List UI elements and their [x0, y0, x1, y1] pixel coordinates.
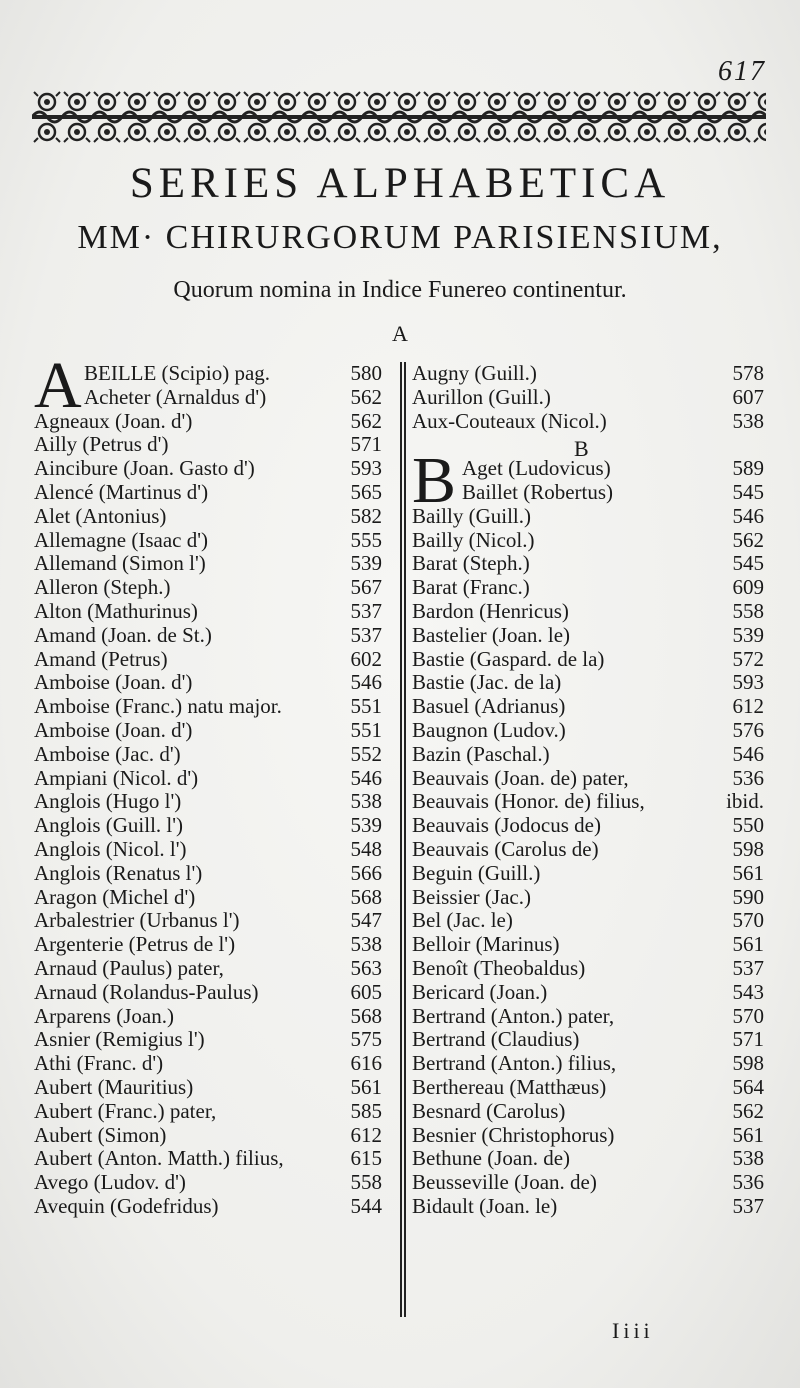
entry-name: Benoît (Theobaldus): [412, 955, 586, 980]
entry-page: 536: [732, 765, 764, 790]
list-item: [34, 1028, 382, 1052]
list-item: [34, 529, 382, 553]
entry-page: 561: [350, 1074, 382, 1099]
list-item: [34, 648, 382, 672]
entry-name: Asnier (Remigius l'): [34, 1027, 205, 1052]
list-item: [412, 386, 764, 410]
list-item: [34, 933, 382, 957]
entry-page: 571: [350, 432, 382, 457]
list-item: [34, 552, 382, 576]
entry-name: Allemagne (Isaac d'): [34, 527, 209, 552]
entry-name: Aurillon (Guill.): [412, 384, 551, 409]
entry-page: 562: [350, 408, 382, 433]
entry-page: 593: [350, 456, 382, 481]
list-item: [34, 481, 382, 505]
entry-name: Aubert (Mauritius): [34, 1074, 194, 1099]
entry-name: Arparens (Joan.): [34, 1003, 174, 1028]
list-item: [412, 1171, 764, 1195]
entry-page: 571: [732, 1027, 764, 1052]
entry-page: 558: [732, 598, 764, 623]
column-divider: [400, 362, 406, 1317]
list-item: [412, 529, 764, 553]
list-item: [34, 838, 382, 862]
entry-page: 558: [350, 1170, 382, 1195]
entry-page: 562: [350, 384, 382, 409]
entry-page: 561: [732, 860, 764, 885]
entry-name: Bailly (Nicol.): [412, 527, 535, 552]
entry-page: 546: [350, 670, 382, 695]
list-item: [412, 1147, 764, 1171]
entry-page: 566: [350, 860, 382, 885]
entry-page: 561: [732, 1122, 764, 1147]
list-item: [34, 719, 382, 743]
list-item: [34, 1076, 382, 1100]
entry-name: Aragon (Michel d'): [34, 884, 196, 909]
entry-name: Basuel (Adrianus): [412, 694, 566, 719]
entry-name: Arnaud (Paulus) pater,: [34, 955, 224, 980]
list-item: [34, 957, 382, 981]
entry-name: Ailly (Petrus d'): [34, 432, 169, 457]
entry-name: Bel (Jac. le): [412, 908, 513, 933]
entry-page: 555: [350, 527, 382, 552]
list-item: [412, 909, 764, 933]
list-item: [34, 981, 382, 1005]
entry-page: 568: [350, 1003, 382, 1028]
entry-name: Anglois (Renatus l'): [34, 860, 203, 885]
entry-name: Anglois (Hugo l'): [34, 789, 182, 814]
list-item: [412, 886, 764, 910]
entry-page: 568: [350, 884, 382, 909]
entry-page: 585: [350, 1098, 382, 1123]
entry-name: Bertrand (Anton.) filius,: [412, 1051, 617, 1076]
entry-name: Barat (Steph.): [412, 551, 530, 576]
entry-page: 550: [732, 813, 764, 838]
entry-name: Amboise (Franc.) natu major.: [34, 694, 282, 719]
list-item: [412, 719, 764, 743]
entry-name: Beissier (Jac.): [412, 884, 531, 909]
entry-name: Allemand (Simon l'): [34, 551, 206, 576]
list-item: [34, 767, 382, 791]
list-item: [412, 1124, 764, 1148]
entry-page: 598: [732, 1051, 764, 1076]
entry-name: Argenterie (Petrus de l'): [34, 932, 236, 957]
entry-page: 537: [350, 622, 382, 647]
entry-page: 593: [732, 670, 764, 695]
entry-page: 546: [350, 765, 382, 790]
list-item: [412, 648, 764, 672]
entry-name: Amboise (Joan. d'): [34, 717, 193, 742]
entry-name: Amboise (Joan. d'): [34, 670, 193, 695]
list-item: [34, 433, 382, 457]
list-item: [34, 1171, 382, 1195]
list-item: [34, 505, 382, 529]
entry-name: Belloir (Marinus): [412, 932, 560, 957]
entry-name: Acheter (Arnaldus d'): [84, 384, 267, 409]
entry-page: 536: [732, 1170, 764, 1195]
entry-page: 578: [732, 361, 764, 385]
entry-name: Beauvais (Joan. de) pater,: [412, 765, 629, 790]
entry-name: BEILLE (Scipio) pag.: [84, 361, 271, 385]
entry-name: Baugnon (Ludov.): [412, 717, 566, 742]
entry-name: Augny (Guill.): [412, 361, 537, 385]
entry-name: Beauvais (Jodocus de): [412, 813, 601, 838]
entry-page: 598: [732, 836, 764, 861]
list-item: [34, 862, 382, 886]
list-item: [412, 933, 764, 957]
list-item: [412, 552, 764, 576]
page-title: SERIES ALPHABETICA: [129, 160, 671, 207]
list-item: [412, 695, 764, 719]
entry-name: Avego (Ludov. d'): [34, 1170, 186, 1195]
entry-name: Bericard (Joan.): [412, 979, 548, 1004]
signature-mark: Iiii: [612, 1318, 654, 1343]
entry-page: 565: [350, 479, 382, 504]
list-item: [412, 814, 764, 838]
entry-page: 570: [732, 1003, 764, 1028]
drop-cap-letter: A: [34, 349, 82, 422]
entry-name: Bertrand (Claudius): [412, 1027, 580, 1052]
entry-page: 582: [350, 503, 382, 528]
entry-name: Bastie (Jac. de la): [412, 670, 562, 695]
list-item: [412, 862, 764, 886]
entry-page: 609: [732, 575, 764, 600]
entry-page: 546: [732, 503, 764, 528]
entry-name: Beauvais (Honor. de) filius,: [412, 789, 645, 814]
list-item: [34, 410, 382, 434]
entry-page: 537: [732, 955, 764, 980]
list-item: [412, 671, 764, 695]
entry-name: Bertrand (Anton.) pater,: [412, 1003, 615, 1028]
entry-name: Berthereau (Matthæus): [412, 1074, 607, 1099]
list-item: [34, 1100, 382, 1124]
entry-page: 546: [732, 741, 764, 766]
list-item: [412, 1195, 764, 1219]
entry-name: Amboise (Jac. d'): [34, 741, 181, 766]
decorative-header-ornament: [32, 88, 766, 146]
list-item: [34, 1052, 382, 1076]
list-item: [412, 600, 764, 624]
entry-page: 616: [350, 1051, 382, 1076]
entry-page: 537: [732, 1193, 764, 1218]
entry-page: 615: [350, 1146, 382, 1171]
entry-name: Athi (Franc. d'): [34, 1051, 164, 1076]
entry-name: Bardon (Henricus): [412, 598, 569, 623]
entry-name: Aget (Ludovicus): [462, 456, 611, 481]
entry-page: 563: [350, 955, 382, 980]
list-item: [412, 362, 764, 386]
list-item: [412, 838, 764, 862]
left-column: [34, 349, 382, 1219]
entry-name: Alet (Antonius): [34, 503, 167, 528]
entry-page: 551: [350, 717, 382, 742]
list-item: [34, 624, 382, 648]
list-item: [412, 957, 764, 981]
list-item: [412, 790, 764, 814]
entry-page: 544: [350, 1193, 382, 1218]
entry-page: 607: [732, 384, 764, 409]
entry-page: ibid.: [726, 789, 764, 814]
entry-name: Agneaux (Joan. d'): [34, 408, 193, 433]
list-item: [34, 600, 382, 624]
drop-cap-letter: B: [412, 444, 457, 518]
entry-name: Bailly (Guill.): [412, 503, 531, 528]
entry-page: 612: [350, 1122, 382, 1147]
entry-name: Bastelier (Joan. le): [412, 622, 571, 647]
list-item: [412, 481, 764, 505]
entry-name: Arbalestrier (Urbanus l'): [34, 908, 240, 933]
entry-name: Amand (Joan. de St.): [34, 622, 212, 647]
entry-name: Aincibure (Joan. Gasto d'): [34, 456, 255, 481]
entry-name: Amand (Petrus): [34, 646, 168, 671]
entry-page: 543: [732, 979, 764, 1004]
entry-name: Ampiani (Nicol. d'): [34, 765, 199, 790]
entry-page: 545: [732, 479, 764, 504]
entry-page: 538: [732, 408, 764, 433]
entry-page: 551: [350, 694, 382, 719]
list-item: [412, 1005, 764, 1029]
entry-page: 570: [732, 908, 764, 933]
entry-name: Beguin (Guill.): [412, 860, 541, 885]
section-heading-a: A: [392, 321, 408, 346]
entry-page: 567: [350, 575, 382, 600]
entry-page: 552: [350, 741, 382, 766]
entry-page: 562: [732, 1098, 764, 1123]
entry-page: 539: [350, 813, 382, 838]
entry-page: 562: [732, 527, 764, 552]
list-item: [34, 576, 382, 600]
entry-page: 576: [732, 717, 764, 742]
list-item: [412, 1076, 764, 1100]
list-item: [412, 1100, 764, 1124]
entry-name: Bethune (Joan. de): [412, 1146, 571, 1171]
list-item: [34, 790, 382, 814]
right-column: [412, 362, 764, 1219]
list-item: [412, 624, 764, 648]
list-item: [34, 386, 382, 410]
entry-name: Besnard (Carolus): [412, 1098, 566, 1123]
entry-page: 572: [732, 646, 764, 671]
list-item: [34, 886, 382, 910]
entry-name: Aubert (Anton. Matth.) filius,: [34, 1146, 284, 1171]
entry-name: Aubert (Simon): [34, 1122, 167, 1147]
list-item: [34, 1195, 382, 1219]
entry-name: Bazin (Paschal.): [412, 741, 550, 766]
entry-page: 561: [732, 932, 764, 957]
list-item: [412, 505, 764, 529]
entry-name: Baillet (Robertus): [462, 479, 614, 504]
entry-name: Beusseville (Joan. de): [412, 1170, 597, 1195]
entry-name: Bastie (Gaspard. de la): [412, 646, 605, 671]
entry-page: 538: [732, 1146, 764, 1171]
list-item: [412, 981, 764, 1005]
list-item: [34, 909, 382, 933]
entry-page: 548: [350, 836, 382, 861]
entry-page: 612: [732, 694, 764, 719]
entry-name: Avequin (Godefridus): [34, 1193, 219, 1218]
entry-page: 547: [350, 908, 382, 933]
page-subtitle: MM· CHIRURGORUM PARISIENSIUM,: [77, 219, 723, 256]
page-number: 617: [718, 56, 766, 87]
entry-name: Arnaud (Rolandus-Paulus): [34, 979, 259, 1004]
entry-page: 564: [732, 1074, 764, 1099]
entry-name: Alleron (Steph.): [34, 575, 171, 600]
list-item: [34, 695, 382, 719]
list-item: [34, 457, 382, 481]
list-item: [412, 1052, 764, 1076]
list-item: [34, 1147, 382, 1171]
entry-page: 538: [350, 789, 382, 814]
list-item: [34, 1124, 382, 1148]
list-item: [412, 576, 764, 600]
section-gap: [412, 433, 764, 457]
entry-name: Anglois (Guill. l'): [34, 813, 184, 838]
entry-page: 539: [350, 551, 382, 576]
entry-name: Aubert (Franc.) pater,: [34, 1098, 217, 1123]
entry-name: Besnier (Christophorus): [412, 1122, 615, 1147]
entry-name: Alton (Mathurinus): [34, 598, 198, 623]
list-item: [34, 1005, 382, 1029]
list-item: [34, 671, 382, 695]
list-item: [34, 743, 382, 767]
entry-page: 539: [732, 622, 764, 647]
entry-page: 589: [732, 456, 764, 481]
entry-page: 537: [350, 598, 382, 623]
entry-name: Beauvais (Carolus de): [412, 836, 599, 861]
entry-name: Anglois (Nicol. l'): [34, 836, 187, 861]
list-item: [412, 743, 764, 767]
entry-name: Barat (Franc.): [412, 575, 530, 600]
entry-page: 580: [350, 361, 382, 385]
entry-page: 602: [350, 646, 382, 671]
list-item: [412, 1028, 764, 1052]
entry-page: 590: [732, 884, 764, 909]
list-item: [34, 814, 382, 838]
entry-name: Bidault (Joan. le): [412, 1193, 558, 1218]
entry-page: 605: [350, 979, 382, 1004]
list-item: [412, 767, 764, 791]
section-heading-b: B: [574, 436, 589, 461]
page-note: Quorum nomina in Indice Funereo continentur.: [173, 277, 627, 303]
entry-page: 538: [350, 932, 382, 957]
entry-name: Aux-Couteaux (Nicol.): [412, 408, 607, 433]
list-item: [412, 410, 764, 434]
entry-page: 575: [350, 1027, 382, 1052]
entry-name: Alencé (Martinus d'): [34, 479, 209, 504]
entry-page: 545: [732, 551, 764, 576]
